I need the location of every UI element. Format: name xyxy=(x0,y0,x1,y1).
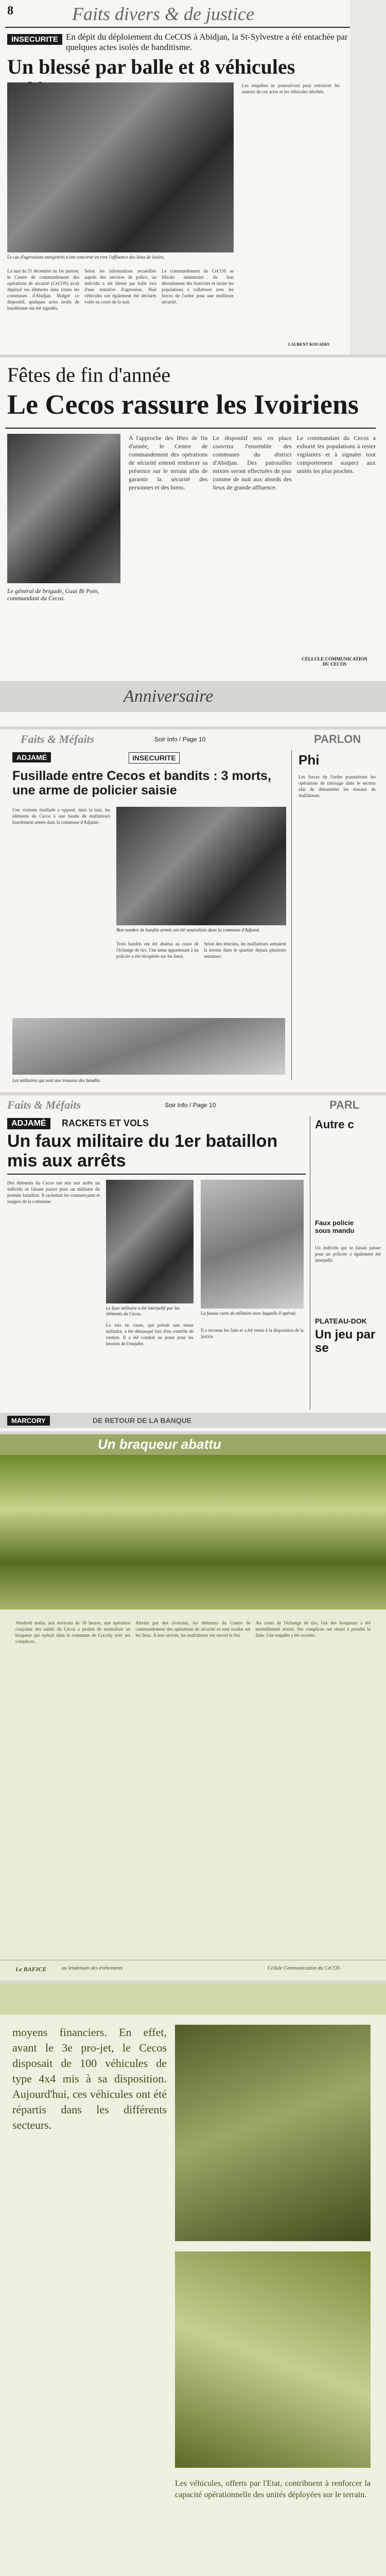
body-columns-right xyxy=(315,1245,381,1307)
column-2: Le mis en cause, qui portait une tenue militaire, a été démasqué lors d'un contrôle de routine. Il a été conduit au poste pour les besoins de l'enquête. xyxy=(106,1323,194,1346)
header-mid: Soir Info / Page 10 xyxy=(154,736,206,743)
header-right: PARLON xyxy=(314,733,361,745)
clipping-5 xyxy=(0,1434,386,1980)
clipping-6 xyxy=(0,1984,386,2576)
photo-1-caption: Le faux militaire a été interpellé par les éléments du Cecos. xyxy=(106,1306,180,1316)
right-headline-2: Un jeu par se xyxy=(315,1328,376,1355)
headline: Un faux militaire du 1er bataillon mis aux arrêts xyxy=(7,1131,278,1171)
kicker: INSECURITE xyxy=(7,34,62,45)
body-columns xyxy=(15,1620,371,1929)
header-rule xyxy=(5,27,365,28)
photo-1 xyxy=(106,1180,194,1303)
right-kicker: Phi xyxy=(299,752,320,768)
photo-1 xyxy=(116,807,286,925)
header-right: PARL xyxy=(329,1098,360,1111)
column-2: Alertés par des riverains, les éléments du Centre de commandement des opérations de sécurité se sont rendus sur les lieux. A leur arrivée, les malfaiteurs ont ouvert le feu. xyxy=(135,1620,251,1638)
column-4: Les enquêtes se poursuivent pour retrouver les auteurs de ces actes et les véhicules dérobés. xyxy=(242,83,340,94)
top-band xyxy=(0,1984,386,2014)
column-2: Le dispositif mis en place couvrira l'ensemble des communes du district d'Abidjan. Des patrouilles mixtes seront effectuées de jour comme de nuit aux abords des lieux de grande affluence. xyxy=(213,434,292,491)
footer-mid: au lendemain des événements xyxy=(62,1965,123,1971)
footer-left: Le BAFICE xyxy=(15,1965,47,1973)
headline: Un braqueur abattu xyxy=(98,1436,221,1452)
photo-2-caption: La fausse carte de militaire avec laquelle il opérait. xyxy=(201,1311,297,1316)
photo-2-caption: Les militaires qui sont aux trousses des bandits. xyxy=(12,1078,101,1083)
clipping-1 xyxy=(0,0,386,354)
column-2: Selon les informations recueillies auprès des services de police, un individu a été blessé par balle lors d'une tentative d'agression. Huit véhicules ont également été déclarés volés au cours de la nuit. xyxy=(84,268,156,304)
section-header: Faits divers & de justice xyxy=(72,4,254,24)
kicker: INSECURITE xyxy=(129,752,180,764)
column-2: Les véhicules, offerts par l'Etat, contribuent à renforcer la capacité opérationnelle des unités déployées sur le terrain. xyxy=(175,2479,371,2499)
deck: En dépit du déploiement du CeCOS à Abidjan, la St-Sylvestre a été entachée par quelques actes isolés de banditisme. xyxy=(66,32,348,52)
column-2: Trois bandits ont été abattus au cours de l'échange de tirs. Une arme appartenant à un policier a été récupérée sur les lieux. xyxy=(116,941,199,959)
headline: Le Cecos rassure les Ivoiriens xyxy=(7,389,359,420)
neighbor-clipping-edge xyxy=(350,0,386,354)
photo-2 xyxy=(201,1180,304,1309)
column-4: Les forces de l'ordre poursuivent les opérations de ratissage dans le secteur afin de démanteler les réseaux de malfaiteurs. xyxy=(299,774,376,798)
photo-2 xyxy=(12,1018,285,1075)
body-columns-mid-2 xyxy=(201,1327,304,1410)
photo-2 xyxy=(175,2251,371,2468)
signature: LAURENT KOUADIO xyxy=(288,342,330,347)
body-columns-right xyxy=(299,774,376,1073)
body-columns-right xyxy=(175,2478,371,2576)
header-mid: Soir Info / Page 10 xyxy=(165,1101,216,1109)
column-1: moyens financiers. En effet, avant le 3e pro-jet, le Cecos disposait de 100 véhicules de type 4x4 mis à sa disposition. Aujourd'hui, ces véhicules ont été répartis dans les différents secteurs. xyxy=(12,2026,167,2131)
photo-caption: Le cas d'agressions enregistrés n'ont concerné en rien l'affluence des lieux de loisirs. xyxy=(7,255,165,260)
column-1: Une violente fusillade a opposé, dans la nuit, les éléments du Cecos à une bande de malfaiteurs lourdement armés dans la commune d'Adjamé. xyxy=(12,807,110,825)
place-label: ADJAMÉ xyxy=(12,752,51,762)
headline: Un blessé par balle et 8 véhicules xyxy=(7,55,295,78)
body-columns-right xyxy=(242,82,340,340)
column-3: Il a reconnu les faits et a été remis à la disposition de la justice. xyxy=(201,1328,304,1339)
column-3: Le commandement du CeCOS se félicite néanmoins du bon déroulement des festivités et invite les populations à collaborer avec les forces de l'ordre pour une meilleure sécurité. xyxy=(162,268,234,304)
column-3: Au cours de l'échange de tirs, l'un des braqueurs a été mortellement atteint. Ses complices ont réussi à prendre la fuite. Une enquête a été ouverte. xyxy=(255,1620,371,1638)
body-columns xyxy=(129,434,376,650)
page-number: 8 xyxy=(7,4,13,18)
headline: Fusillade entre Cecos et bandits : 3 morts, une arme de policier saisie xyxy=(12,769,271,798)
footer-bar xyxy=(0,1413,386,1428)
column-3: Selon des témoins, les malfaiteurs semaient la terreur dans le quartier depuis plusieurs semaines. xyxy=(204,941,286,959)
column-1: La nuit du 31 décembre au 1er janvier, le Centre de commandement des opérations de sécurité (CeCOS) avait déployé ses éléments dans toutes les communes d'Abidjan. Malgré ce dispositif, quelques actes isolés de banditisme ont été signalés. xyxy=(7,268,79,311)
anniversary-banner: Anniversaire xyxy=(0,681,386,712)
column-divider xyxy=(291,750,292,1080)
body-columns-left xyxy=(7,1180,100,1406)
photo xyxy=(7,82,234,252)
body-columns-left xyxy=(12,2025,167,2530)
right-subhead: Faux policie sous mandu xyxy=(315,1219,355,1234)
column-4: Un individu qui se faisait passer pour un policier a également été interpellé. xyxy=(315,1245,381,1263)
photo xyxy=(0,1455,386,1609)
clipping-4 xyxy=(0,1095,386,1431)
right-kicker: Autre c xyxy=(315,1118,354,1131)
headline-rule xyxy=(5,428,376,429)
kicker: RACKETS ET VOLS xyxy=(62,1118,149,1128)
footer-label: MARCORY xyxy=(7,1416,50,1426)
clipping-3 xyxy=(0,730,386,1092)
column-3: Le commandant du Cecos a exhorté les populations à rester vigilantes et à signaler tout comportement suspect aux unités les plus proches. xyxy=(296,434,376,474)
column-1: Des éléments du Cecos ont mis aux arrêts un individu se faisant passer pour un militaire du premier bataillon. Il rackettait les commerçants et usagers de la commune. xyxy=(7,1180,100,1204)
body-columns-bottom xyxy=(7,268,234,350)
signature: CELLULE COMMUNICATION DU CECOS xyxy=(302,656,367,667)
body-columns-mid xyxy=(116,941,286,1013)
column-1: Vendredi matin, aux environs de 10 heures, une opération conjointe des unités du Cecos a permis de neutraliser un braqueur qui opérait dans la commune de Cocody avec ses complices. xyxy=(15,1620,131,1644)
header-left: Faits & Méfaits xyxy=(21,733,95,745)
photo-1 xyxy=(175,2025,371,2241)
footer-right: Cellule Communication du CeCOS xyxy=(268,1965,340,1971)
photo-caption: Le général de brigade, Guai Bi Poin, commandant du Cecos. xyxy=(7,587,99,602)
commander-photo xyxy=(7,434,120,583)
header-left: Faits & Méfaits xyxy=(7,1098,81,1111)
headline-band xyxy=(0,1434,386,1455)
column-1: A l'approche des fêtes de fin d'année, le Centre de commandement des opérations de sécurité entend renforcer sa présence sur le terrain afin de garantir la sécurité des personnes et des biens. xyxy=(129,434,208,491)
kicker: Fêtes de fin d'année xyxy=(7,363,171,386)
footer-text: DE RETOUR DE LA BANQUE xyxy=(93,1416,192,1425)
place-label: ADJAMÉ xyxy=(7,1118,50,1129)
right-kicker-2: PLATEAU-DOK xyxy=(315,1317,367,1325)
body-columns-mid xyxy=(106,1322,194,1410)
headline-rule xyxy=(7,1174,306,1175)
photo-1-caption: Bon nombre de bandits armés ont été neutralisés dans la commune d'Adjamé. xyxy=(116,927,260,933)
footer xyxy=(0,1960,386,1980)
clipping-2 xyxy=(0,358,386,726)
